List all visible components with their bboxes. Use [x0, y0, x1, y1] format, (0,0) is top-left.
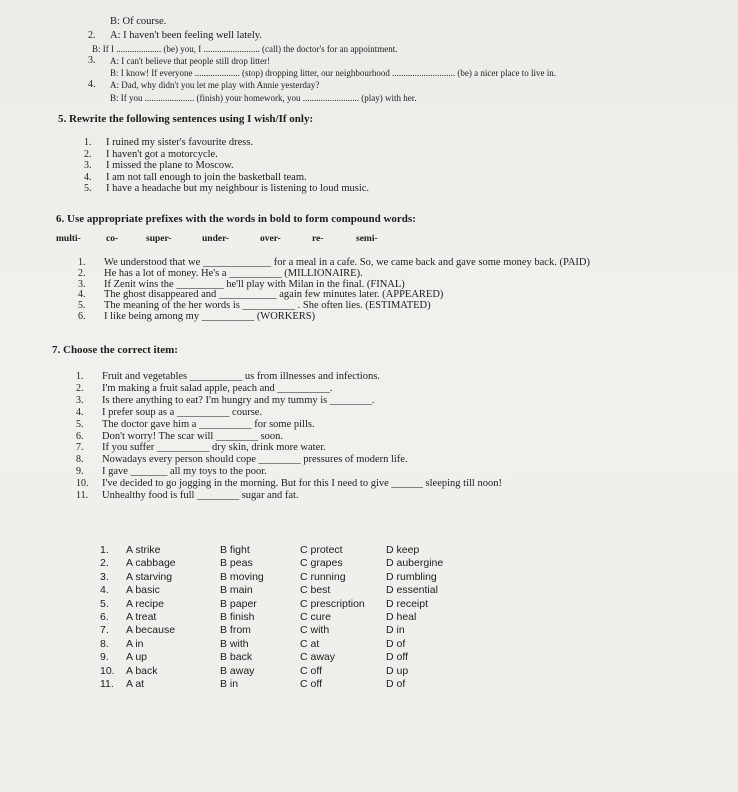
item-number: 3.	[84, 160, 92, 171]
option-d: D in	[386, 624, 405, 637]
option-d: D up	[386, 664, 409, 677]
sentence-text: Don't worry! The scar will ________ soon.	[102, 430, 284, 442]
option-row-number: 7.	[100, 624, 109, 637]
sentence-text: I haven't got a motorcycle.	[106, 148, 218, 160]
item-number: 8.	[76, 454, 84, 466]
item-number: 7.	[76, 442, 84, 454]
prefix-semi: semi-	[356, 234, 378, 244]
option-d: D of	[386, 678, 406, 690]
option-b: B finish	[220, 611, 255, 623]
section-6-heading: 6. Use appropriate prefixes with the words in bold to form compound words:	[56, 213, 416, 225]
dialogue-line: A: I can't believe that people still drop litter!	[110, 56, 271, 66]
dialogue-line: B: Of course.	[110, 16, 167, 27]
option-c: C grapes	[300, 557, 343, 570]
option-row-number: 2.	[100, 557, 109, 570]
sentence-text: The doctor gave him a __________ for some pills.	[102, 418, 315, 430]
sentence-text: The ghost disappeared and ___________ again few minutes later. (APPEARED)	[104, 289, 444, 301]
option-a: A strike	[126, 544, 161, 556]
option-row-number: 1.	[100, 544, 109, 556]
item-number: 1.	[84, 137, 92, 148]
dialogue-line: B: If I .................... (be) you, I ......................... (call) the doctor's for an appointment.	[92, 44, 398, 54]
option-b: B peas	[220, 557, 253, 570]
option-row-number: 11.	[100, 678, 114, 690]
option-c: C off	[300, 678, 322, 690]
item-number: 1.	[76, 371, 84, 382]
prefix-under: under-	[202, 234, 230, 244]
option-b: B in	[220, 678, 239, 690]
item-number: 3.	[78, 278, 86, 290]
option-d: D aubergine	[386, 557, 444, 570]
section-5-heading: 5. Rewrite the following sentences using I wish/If only:	[58, 113, 314, 125]
item-number: 2.	[88, 30, 96, 41]
sentence-text: I missed the plane to Moscow.	[106, 160, 234, 171]
option-b: B moving	[220, 570, 264, 583]
option-d: D receipt	[386, 597, 429, 610]
prefix-super: super-	[146, 234, 172, 244]
sentence-text: I gave _______ all my toys to the poor.	[102, 466, 267, 478]
sentence-text: If Zenit wins the _________ he'll play with Milan in the final. (FINAL)	[104, 278, 405, 290]
prefix-re: re-	[312, 234, 324, 244]
option-row-number: 6.	[100, 611, 109, 623]
option-b: B paper	[220, 597, 257, 610]
option-b: B from	[220, 624, 251, 637]
option-c: C protect	[300, 544, 343, 556]
dialogue-line: A: Dad, why didn't you let me play with Annie yesterday?	[110, 80, 320, 90]
option-row-number: 5.	[100, 597, 109, 610]
option-a: A cabbage	[126, 557, 176, 570]
option-row-number: 10.	[100, 664, 115, 677]
option-a: A starving	[126, 570, 173, 583]
item-number: 6.	[78, 311, 86, 322]
sentence-text: I like being among my __________ (WORKERS)	[104, 311, 316, 322]
sentence-text: Nowadays every person should cope ________ pressures of modern life.	[102, 454, 408, 466]
sentence-text: I prefer soup as a __________ course.	[102, 406, 263, 418]
option-c: C away	[300, 651, 336, 664]
item-number: 2.	[84, 148, 92, 160]
option-d: D off	[386, 651, 408, 664]
item-number: 3.	[76, 394, 84, 406]
sentence-text: Unhealthy food is full ________ sugar and fat.	[102, 490, 299, 501]
option-row-number: 4.	[100, 584, 109, 597]
item-number: 11.	[76, 490, 89, 501]
option-b: B main	[220, 584, 253, 597]
dialogue-line: B: If you ...................... (finish) your homework, you ......................... (play) with her.	[110, 93, 417, 103]
item-number: 2.	[78, 267, 86, 279]
option-d: D essential	[386, 584, 438, 597]
option-a: A basic	[126, 584, 160, 597]
option-b: B away	[220, 664, 255, 677]
sentence-text: I have a headache but my neighbour is listening to loud music.	[106, 183, 370, 194]
option-a: A because	[126, 624, 176, 637]
option-c: C cure	[300, 611, 331, 623]
option-a: A at	[126, 678, 145, 690]
sentence-text: If you suffer __________ dry skin, drink more water.	[102, 442, 326, 454]
prefix-co: co-	[106, 234, 119, 244]
option-a: A back	[126, 664, 158, 677]
item-number: 2.	[76, 382, 84, 394]
section-7-heading: 7. Choose the correct item:	[52, 344, 178, 356]
option-d: D heal	[386, 611, 417, 623]
option-c: C best	[300, 584, 331, 597]
item-number: 9.	[76, 466, 84, 478]
dialogue-line: A: I haven't been feeling well lately.	[110, 30, 262, 41]
option-d: D of	[386, 637, 406, 650]
item-number: 4.	[76, 406, 84, 418]
option-a: A in	[126, 637, 144, 650]
item-number: 10.	[76, 478, 89, 490]
item-number: 5.	[76, 418, 84, 430]
prefix-over: over-	[260, 234, 281, 244]
option-c: C at	[300, 637, 320, 650]
option-row-number: 3.	[100, 570, 109, 583]
sentence-text: I ruined my sister's favourite dress.	[106, 137, 254, 148]
item-number: 4.	[84, 171, 92, 183]
item-number: 4.	[78, 289, 86, 301]
option-c: C with	[300, 624, 330, 637]
sentence-text: Is there anything to eat? I'm hungry and my tummy is ________.	[102, 394, 375, 406]
option-c: C running	[300, 570, 346, 583]
sentence-text: I am not tall enough to join the basketball team.	[106, 171, 307, 183]
option-a: A recipe	[126, 597, 164, 610]
sentence-text: Fruit and vegetables __________ us from illnesses and infections.	[102, 371, 380, 382]
item-number: 5.	[78, 300, 86, 312]
sentence-text: I've decided to go jogging in the morning. But for this I need to give ______ sleeping till noon!	[102, 478, 502, 490]
item-number: 6.	[76, 430, 84, 442]
item-number: 3.	[88, 55, 96, 66]
option-d: D keep	[386, 544, 420, 556]
option-c: C off	[300, 664, 322, 677]
option-b: B back	[220, 651, 253, 664]
item-number: 4.	[88, 79, 96, 90]
sentence-text: The meaning of the her words is __________ . She often lies. (ESTIMATED)	[104, 300, 431, 312]
sentence-text: I'm making a fruit salad apple, peach and __________.	[102, 382, 333, 394]
option-a: A up	[126, 651, 148, 664]
item-number: 1.	[78, 257, 86, 268]
prefix-multi: multi-	[56, 234, 81, 244]
option-d: D rumbling	[386, 570, 437, 583]
option-a: A treat	[126, 611, 157, 623]
sentence-text: He has a lot of money. He's a __________ (MILLIONAIRE).	[104, 267, 363, 279]
option-row-number: 9.	[100, 651, 109, 664]
option-b: B fight	[220, 544, 250, 556]
item-number: 5.	[84, 183, 92, 194]
option-b: B with	[220, 637, 249, 650]
dialogue-line: B: I know! If everyone .................... (stop) dropping litter, our neighbourhood ............................ (be) a nicer place to live in.	[110, 68, 557, 78]
sentence-text: We understood that we _____________ for a meal in a cafe. So, we came back and gave some money back. (PAID)	[104, 257, 590, 268]
option-c: C prescription	[300, 597, 365, 610]
option-row-number: 8.	[100, 637, 109, 650]
